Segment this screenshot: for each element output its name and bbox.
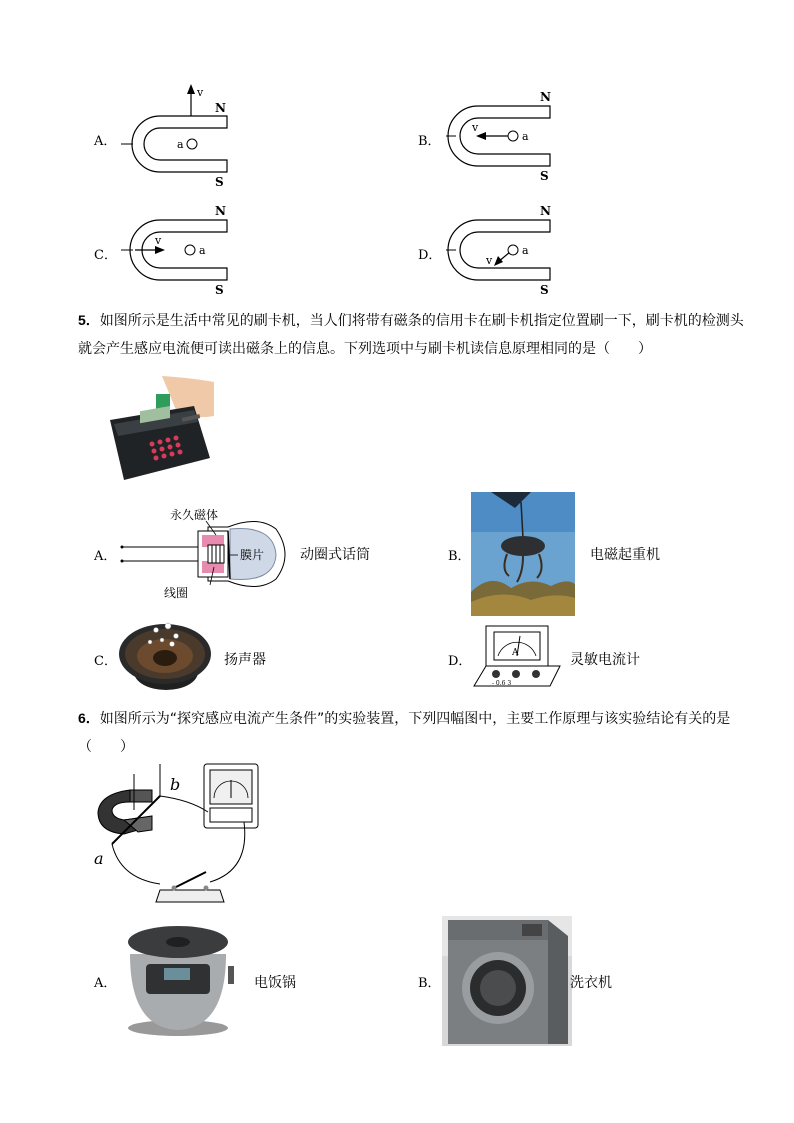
q6-apparatus-diagram [90, 760, 270, 910]
question-6-text: 如图所示为“探究感应电流产生条件”的实验装置，下列四幅图中，主要工作原理与该实验结论有关的是（ ） [78, 711, 731, 755]
question-6 [78, 704, 746, 761]
card-reader-image [102, 376, 214, 484]
q6-option-a-caption: 电饭锅 [254, 975, 296, 991]
question-5 [78, 306, 746, 363]
q6-option-b-letter[interactable]: B． [418, 976, 441, 991]
q4-b-a: a [522, 130, 529, 143]
q6-option-b-caption: 洗衣机 [570, 975, 612, 991]
q6-option-a-rice-cooker-image [120, 920, 238, 1038]
q5-option-b-caption: 电磁起重机 [590, 547, 660, 563]
q4-option-d-diagram [440, 200, 560, 300]
apparatus-label-a: a [94, 849, 104, 868]
question-5-number: 5． [78, 312, 100, 328]
mic-membrane-label: 膜片 [240, 548, 265, 562]
q4-d-s: S [540, 283, 549, 297]
mic-coil-label: 线圈 [164, 586, 189, 600]
galvanometer-terminals: - 0.6 3 [492, 680, 512, 687]
question-5-text: 如图所示是生活中常见的刷卡机，当人们将带有磁条的信用卡在刷卡机指定位置刷一下，刷卡机的检测头就会产生感应电流便可读出磁条上的信息。下列选项中与刷卡机读信息原理相同的是（ ） [78, 313, 744, 357]
q5-option-d-caption: 灵敏电流计 [570, 652, 640, 668]
q4-c-a: a [199, 244, 206, 257]
q4-c-n: N [215, 204, 226, 218]
q4-option-c-diagram [115, 200, 245, 300]
q4-a-v: v [197, 86, 204, 99]
q4-b-s: S [540, 169, 549, 183]
q6-option-a-letter[interactable]: A． [94, 976, 117, 991]
q5-option-d-letter[interactable]: D． [448, 654, 472, 669]
q4-d-n: N [540, 204, 551, 218]
q5-option-b-letter[interactable]: B． [448, 549, 471, 564]
q4-a-a: a [177, 138, 184, 151]
apparatus-label-b: b [170, 775, 181, 794]
q4-option-b-diagram [440, 86, 560, 186]
q4-c-v: v [155, 234, 162, 247]
q4-a-n: N [215, 101, 226, 115]
q4-c-s: S [215, 283, 224, 297]
q5-option-a-caption: 动圈式话筒 [300, 547, 370, 563]
question-6-number: 6． [78, 710, 100, 726]
q6-option-b-washing-machine-image [442, 916, 572, 1046]
q5-option-c-speaker-image [116, 616, 214, 700]
mic-magnet-label: 永久磁体 [170, 508, 219, 522]
q4-b-v: v [472, 121, 479, 134]
q4-option-b-letter[interactable]: B． [418, 134, 441, 149]
q4-d-a: a [522, 244, 529, 257]
q4-option-d-letter[interactable]: D． [418, 248, 442, 263]
q5-option-c-caption: 扬声器 [224, 652, 266, 668]
q5-option-d-galvanometer-image [470, 622, 564, 690]
galvanometer-unit: A [512, 648, 519, 658]
q4-b-n: N [540, 90, 551, 104]
q4-option-a-letter[interactable]: A． [94, 134, 117, 149]
q5-option-a-letter[interactable]: A． [94, 549, 117, 564]
q4-a-s: S [215, 175, 224, 189]
q4-option-a-diagram [115, 82, 245, 192]
q4-option-c-letter[interactable]: C． [94, 248, 117, 263]
q5-option-c-letter[interactable]: C． [94, 654, 117, 669]
q5-option-b-crane-image [471, 492, 575, 616]
q5-option-a-mic-diagram [118, 505, 293, 600]
q4-d-v: v [486, 254, 493, 267]
